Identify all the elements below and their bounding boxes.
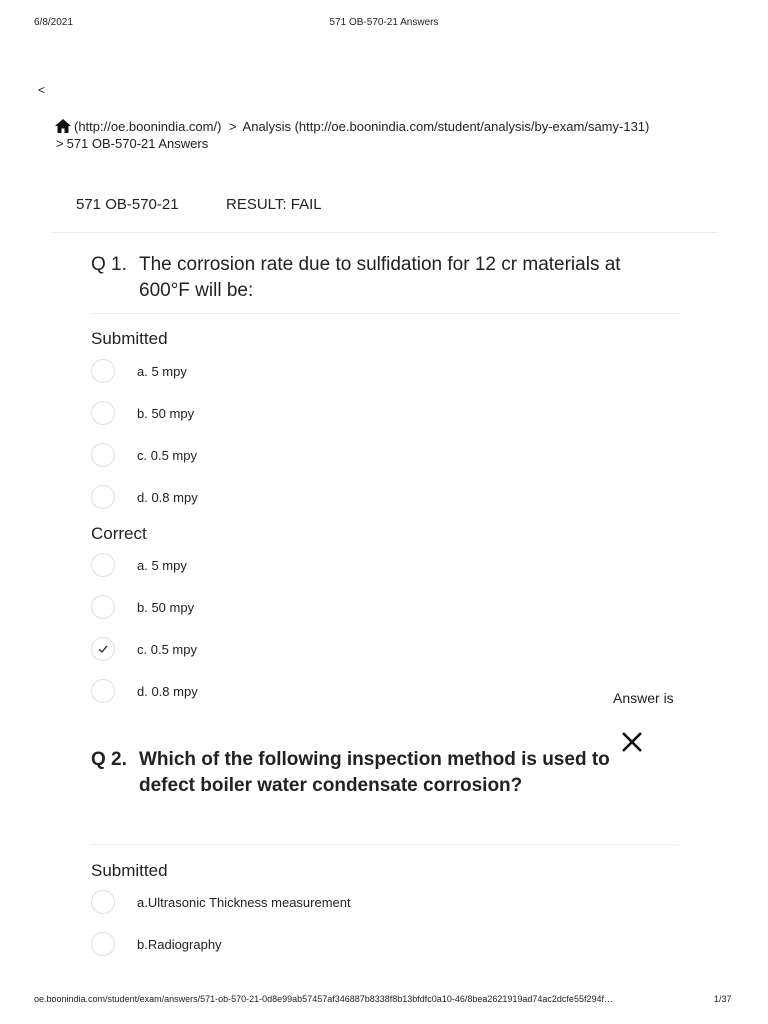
question-number: Q 2.: [91, 749, 127, 770]
breadcrumb-current-row: [56, 136, 208, 151]
correct-option-c[interactable]: c. 0.5 mpy: [91, 636, 115, 662]
divider: [91, 313, 679, 314]
radio-button-checked[interactable]: [91, 637, 115, 661]
result-status: RESULT: FAIL: [226, 196, 322, 213]
radio-button[interactable]: [91, 443, 115, 467]
print-title: 571 OB-570-21 Answers: [329, 17, 439, 28]
breadcrumb: [54, 118, 649, 134]
radio-button[interactable]: [91, 553, 115, 577]
question-number: Q 1.: [91, 254, 127, 275]
radio-button[interactable]: [91, 485, 115, 509]
correct-option-a[interactable]: a. 5 mpy: [91, 552, 115, 578]
checkmark-icon: [97, 643, 109, 655]
submitted-option-c[interactable]: c. 0.5 mpy: [91, 442, 115, 468]
submitted-option-b[interactable]: b.Radiography: [91, 931, 115, 957]
radio-button[interactable]: [91, 595, 115, 619]
breadcrumb-home-link[interactable]: (http://oe.boonindia.com/): [74, 119, 222, 134]
submitted-label: Submitted: [91, 329, 168, 348]
submitted-option-a[interactable]: a. 5 mpy: [91, 358, 115, 384]
question-text: The corrosion rate due to sulfidation for 12 cr materials at 600°F will be:: [139, 254, 621, 301]
print-footer-url: oe.boonindia.com/student/exam/answers/571-ob-570-21-0d8e99ab57457af346887b8338f8b13bfdfc0a10-46/8bea2621919ad74ac2dcfe55f294f…: [34, 994, 613, 1004]
radio-button[interactable]: [91, 890, 115, 914]
divider: [91, 844, 679, 845]
submitted-option-b[interactable]: b. 50 mpy: [91, 400, 115, 426]
correct-label: Correct: [91, 524, 147, 543]
submitted-option-a[interactable]: a.Ultrasonic Thickness measurement: [91, 889, 115, 915]
radio-button[interactable]: [91, 932, 115, 956]
radio-button[interactable]: [91, 359, 115, 383]
home-icon[interactable]: [54, 118, 72, 134]
submitted-label: Submitted: [91, 861, 168, 880]
radio-button[interactable]: [91, 401, 115, 425]
chevron-right-icon: >: [56, 136, 64, 151]
correct-option-b[interactable]: b. 50 mpy: [91, 594, 115, 620]
chevron-right-icon: >: [229, 119, 237, 134]
radio-button[interactable]: [91, 679, 115, 703]
exam-name: 571 OB-570-21: [76, 196, 179, 213]
question-text: Which of the following inspection method is used to defect boiler water condensate corrosion?: [139, 749, 610, 796]
breadcrumb-analysis-link[interactable]: Analysis (http://oe.boonindia.com/student/analysis/by-exam/samy-131): [242, 119, 650, 134]
correct-option-d[interactable]: d. 0.8 mpy: [91, 678, 115, 704]
answer-status-text: Answer is: [613, 690, 674, 706]
divider: [52, 232, 718, 233]
back-link[interactable]: <: [38, 83, 46, 97]
submitted-option-d[interactable]: d. 0.8 mpy: [91, 484, 115, 510]
breadcrumb-current: 571 OB-570-21 Answers: [66, 136, 209, 151]
print-date: 6/8/2021: [34, 17, 73, 28]
page-number: 1/37: [714, 994, 732, 1004]
